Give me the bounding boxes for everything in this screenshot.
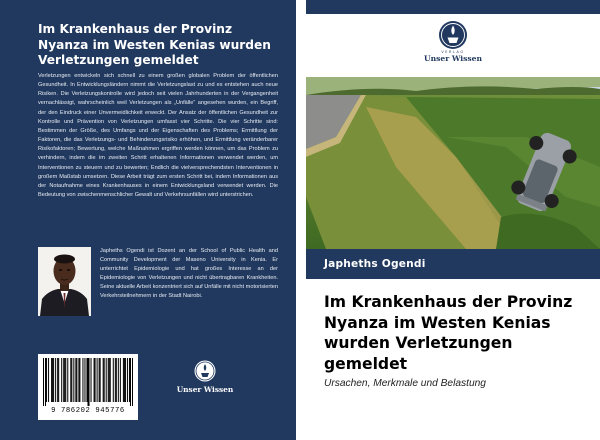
book-spine xyxy=(296,0,306,440)
lamp-emblem-icon xyxy=(194,360,216,382)
cover-photo xyxy=(306,77,600,249)
back-cover-title: Im Krankenhaus der Provinz Nyanza im Westen Kenias wurden Verletzungen gemeldet xyxy=(38,22,271,67)
front-author-name: Japheths Ogendi xyxy=(324,258,426,270)
author-bio: Japheths Ogendi ist Dozent an der School of Public Health and Community Development der Maseno University in Kenia. Er unterrichtet Epidemiologie und hat großes Interesse an der Epidemiologie von Verletzungen und nicht übertragbaren Krankheiten. Seine aktuelle Arbeit konzentriert sich auf Unfälle mit nicht motorisierten Verkehrsteilnehmern in der Stadt Nairobi. xyxy=(100,248,278,300)
front-cover xyxy=(306,0,600,440)
lamp-emblem-icon xyxy=(438,20,468,50)
front-publisher-small: VERLAG xyxy=(441,50,465,54)
author-photo xyxy=(38,247,91,316)
front-top-bar xyxy=(306,0,600,14)
front-publisher-name: Unser Wissen xyxy=(423,54,483,63)
back-cover-description: Verletzungen entwickeln sich schnell zu einem großen globalen Problem der öffentlichen Gesundheit. In Entwicklungsländern nimmt die Verletzungslast zu und es entstehen auch neue Risiken. Die Verletzungskontrolle wird jedoch seit vielen Jahrhunderten in der Vergangenheit vernachlässigt, wahrscheinlich weil Verletzungen als „Unfälle“ angesehen wurden, ein Begriff, der den Eindruck einer Unvermeidlichkeit erweckt. Der Ansatz der öffentlichen Gesundheit zur Kontrolle und Prävention von Verletzungen umfasst vier Schritte. Die vier Schritte sind: Bestimmen der Größe, des Umfangs und der Eigenschaften des Problems; Ermittlung der Faktoren, die das Verletzungs- und Behinderungsrisiko erhöhen, und Ermittlung veränderbarer Risikofaktoren; Bewertung, welche Maßnahmen ergriffen werden können, um das Problem zu verhindern, indem die im zweiten Schritt erhaltenen Informationen verwendet werden, um Interventionen zu steuern und zu bewerten; Endlich die vielversprechendsten Interventionen in großem Maßstab umsetzen. Diese Arbeit trägt zum ersten Schritt bei, indem Informationen aus der Notaufnahme eines Krankenhauses in einem Entwicklungsland verwendet werden. Die Bedeutung von zwischenmenschlicher Gewalt und Verkehrsunfällen wird unterstrichen. xyxy=(38,73,278,199)
isbn-number: 9 786202 945776 xyxy=(51,407,125,415)
isbn-barcode xyxy=(38,354,138,420)
front-publisher-logo xyxy=(418,20,488,63)
front-cover-subtitle: Ursachen, Merkmale und Belastung xyxy=(324,378,486,389)
back-publisher-name: Unser Wissen xyxy=(176,385,234,394)
back-publisher-logo xyxy=(170,360,240,394)
front-cover-title: Im Krankenhaus der Provinz Nyanza im Westen Kenias wurden Verletzungen gemeldet xyxy=(324,293,573,373)
author-band xyxy=(306,249,600,279)
back-cover xyxy=(0,0,296,440)
